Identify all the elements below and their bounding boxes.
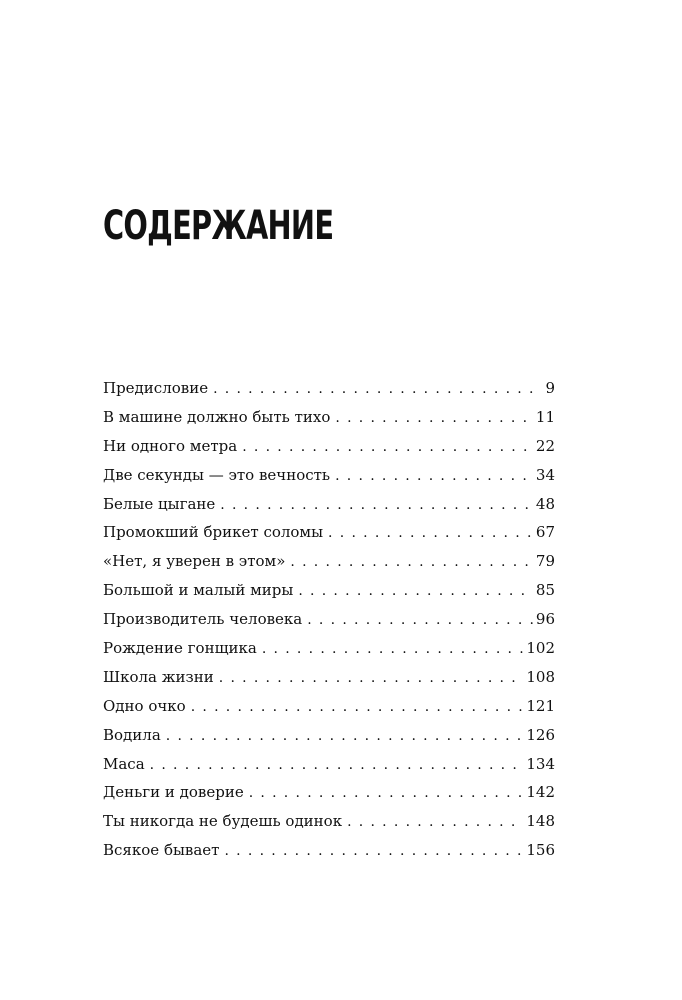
toc-entry-page-number: 9 [545, 379, 555, 397]
toc-entry-title: Ты никогда не будешь одинок [103, 812, 343, 831]
toc-entry-page-number: 156 [526, 841, 555, 860]
page-title: СОДЕРЖАНИЕ [103, 203, 334, 249]
dot-leader [242, 433, 533, 462]
toc-entry-page-number: 142 [526, 783, 555, 802]
toc-entry-page-number: 134 [526, 754, 555, 773]
toc-entry-title: Школа жизни [103, 667, 214, 686]
toc-entry-title: Промокший брикет соломы [103, 523, 324, 542]
toc-entry-title: Маса [103, 754, 145, 773]
dot-leader [150, 751, 524, 780]
toc-entry [103, 634, 555, 663]
toc-entry-page-number: 148 [526, 812, 555, 831]
toc-entry [103, 721, 555, 750]
toc-entry [103, 750, 555, 779]
toc-entry-title: «Нет, я уверен в этом» [103, 552, 286, 571]
dot-leader [262, 635, 524, 664]
dot-leader [220, 491, 533, 520]
toc-entry [103, 547, 555, 576]
toc-entry-title: Ни одного метра [103, 436, 238, 455]
dot-leader [307, 606, 533, 635]
toc-entry [103, 461, 555, 490]
toc-entry-page-number: 79 [535, 552, 555, 571]
toc-entry-page-number: 34 [535, 465, 555, 484]
toc-entry [103, 374, 555, 403]
toc-entry [103, 432, 555, 461]
toc-entry-page-number: 126 [526, 725, 555, 744]
toc-entry-page-number: 11 [535, 407, 555, 426]
toc-entry-title: Деньги и доверие [103, 783, 244, 802]
toc-entry-page-number: 108 [526, 667, 555, 686]
dot-leader [249, 779, 524, 808]
toc-entry [103, 807, 555, 836]
toc-entry-page-number: 102 [526, 639, 555, 658]
toc-entry [103, 663, 555, 692]
toc-entry-title: Две секунды — это вечность [103, 465, 331, 484]
toc-entry-page-number: 22 [535, 436, 555, 455]
dot-leader [290, 548, 533, 577]
dot-leader [335, 462, 533, 491]
toc-entry-title: Предисловие [103, 379, 209, 397]
toc-entry-page-number: 121 [526, 696, 555, 715]
dot-leader [298, 577, 533, 606]
table-of-contents [103, 374, 555, 865]
dot-leader [347, 808, 523, 837]
toc-entry-title: В машине должно быть тихо [103, 407, 331, 426]
toc-entry [103, 403, 555, 432]
dot-leader [328, 519, 533, 548]
toc-entry-title: Одно очко [103, 696, 186, 715]
toc-entry-page-number: 48 [535, 494, 555, 513]
toc-entry-page-number: 85 [535, 581, 555, 600]
toc-entry-page-number: 96 [535, 610, 555, 629]
toc-entry-title: Рождение гонщика [103, 639, 257, 658]
toc-entry-title: Всякое бывает [103, 841, 220, 860]
toc-entry [103, 576, 555, 605]
toc-entry [103, 518, 555, 547]
toc-entry-title: Большой и малый миры [103, 581, 294, 600]
dot-leader [191, 693, 524, 722]
toc-entry-title: Белые цыгане [103, 494, 216, 513]
toc-entry-title: Производитель человека [103, 610, 303, 629]
dot-leader [224, 837, 523, 866]
toc-entry [103, 490, 555, 519]
toc-entry [103, 605, 555, 634]
toc-entry-page-number: 67 [535, 523, 555, 542]
toc-entry [103, 778, 555, 807]
toc-entry [103, 692, 555, 721]
dot-leader [219, 664, 524, 693]
dot-leader [166, 722, 524, 751]
toc-entry [103, 836, 555, 865]
dot-leader [213, 375, 542, 404]
toc-entry-title: Водила [103, 725, 161, 744]
dot-leader [335, 404, 533, 433]
